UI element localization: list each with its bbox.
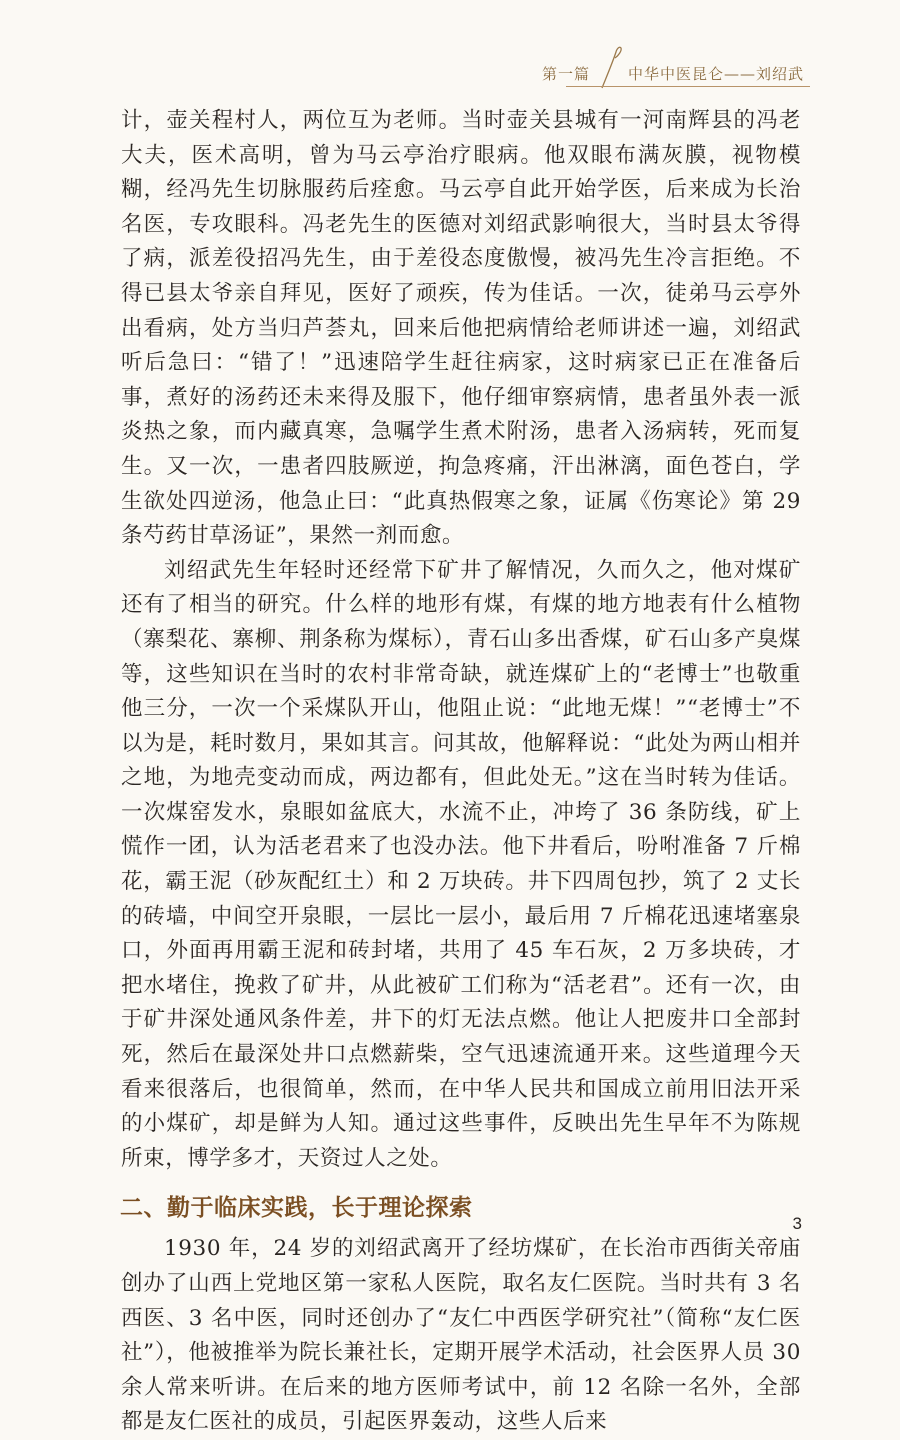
body-paragraph: 刘绍武先生年轻时还经常下矿井了解情况，久而久之，他对煤矿还有了相当的研究。什么样的地形有煤，有煤的地方地表有什么植物（寨梨花、寨柳、荆条称为煤标），青石山多出香煤，矿石山多产臭煤等，这些知识在当时的农村非常奇缺，就连煤矿上的“老博士”也敬重他三分，一次一个采煤队开山，他阻止说：“此地无煤！”“老博士”不以为是，耗时数月，果如其言。问其故，他解释说：“此处为两山相并之地，为地壳变动而成，两边都有，但此处无。”这在当时转为佳话。一次煤窑发水，泉眼如盆底大，水流不止，冲垮了 36 条防线，矿上慌作一团，认为活老君来了也没办法。他下井看后，吩咐准备 7 斤棉花，霸王泥（砂灰配红土）和 2 万块砖。井下四周包抄，筑了 2 丈长的砖墙，中间空开泉眼，一层比一层小，最后用 7 斤棉花迅速堵塞泉口，外面再用霸王泥和砖封堵，共用了 45 车石灰，2 万多块砖，才把水堵住，挽救了矿井，从此被矿工们称为“活老君”。还有一次，由于矿井深处通风条件差，井下的灯无法点燃。他让人把废井口全部封死，然后在最深处井口点燃薪柴，空气迅速流通开来。这些道理今天看来很落后，也很简单，然而，在中华人民共和国成立前用旧法开采的小煤矿，却是鲜为人知。通过这些事件，反映出先生早年不为陈规所束，博学多才，天资过人之处。 [121, 557, 801, 1171]
flourish-divider-icon [598, 44, 624, 90]
body-paragraph: 计，壶关程村人，两位互为老师。当时壶关县城有一河南辉县的冯老大夫，医术高明，曾为马云亭治疗眼病。他双眼布满灰膜，视物模糊，经冯先生切脉服药后痊愈。马云亭自此开始学医，后来成为长治名医，专攻眼科。冯老先生的医德对刘绍武影响很大，当时县太爷得了病，派差役招冯先生，由于差役态度傲慢，被冯先生冷言拒绝。不得已县太爷亲自拜见，医好了顽疾，传为佳话。一次，徒弟马云亭外出看病，处方当归芦荟丸，回来后他把病情给老师讲述一遍，刘绍武听后急曰：“错了！”迅速陪学生赶往病家，这时病家已正在准备后事，煮好的汤药还未来得及服下，他仔细审察病情，患者虽外表一派炎热之象，而内藏真寒，急嘱学生煮术附汤，患者入汤病转，死而复生。又一次，一患者四肢厥逆，拘急疼痛，汗出淋漓，面色苍白，学生欲处四逆汤，他急止曰：“此真热假寒之象，证属《伤寒论》第 29 条芍药甘草汤证”，果然一剂而愈。 [121, 108, 801, 549]
part-label: 第一篇 [541, 65, 590, 83]
section-heading: 二、勤于临床实践，长于理论探索 [120, 1195, 473, 1222]
running-header [542, 60, 804, 84]
header-rule [566, 86, 810, 87]
page-body [121, 104, 801, 1440]
body-paragraph: 1930 年，24 岁的刘绍武离开了经坊煤矿，在长治市西街关帝庙创办了山西上党地区第一家私人医院，取名友仁医院。当时共有 3 名西医、3 名中医，同时还创办了“友仁中西医学研究社”（简称“友仁医社”），他被推举为院长兼社长，定期开展学术活动，社会医界人员 30 余人常来听讲。在后来的地方医师考试中，前 12 名除一名外，全部都是友仁医社的成员，引起医界轰动，这些人后来 [121, 1236, 801, 1435]
page-number: 3 [792, 1214, 802, 1233]
chapter-title: 中华中医昆仑——刘绍武 [627, 65, 804, 83]
